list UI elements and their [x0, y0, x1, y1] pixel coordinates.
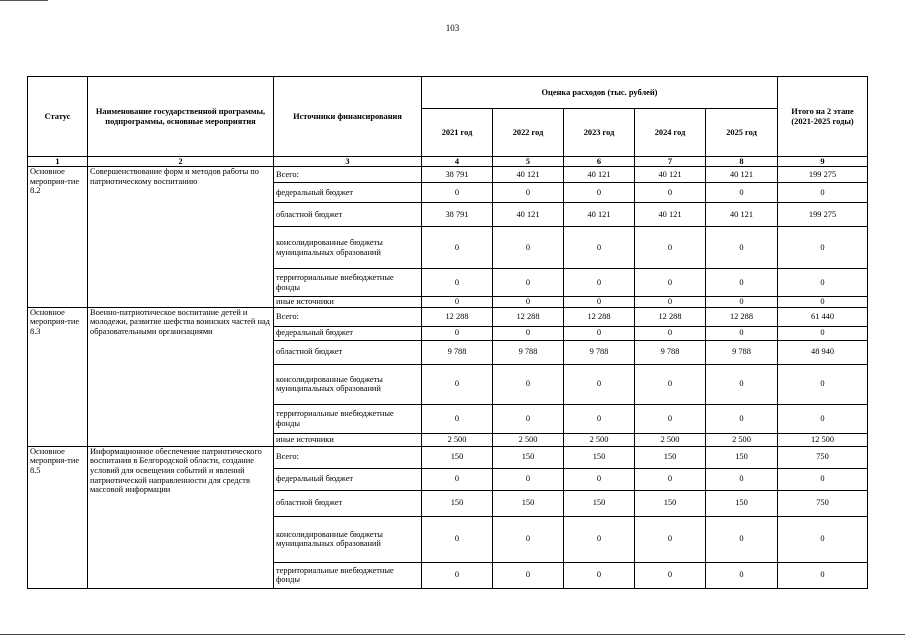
year-value: 12 288	[564, 307, 635, 326]
total-value: 199 275	[778, 167, 868, 183]
measure-name: Военно-патриотическое воспитание детей и молодежи, развитие шефства воинских частей над образовательными организациями	[88, 307, 274, 446]
year-value: 9 788	[493, 340, 564, 364]
year-value: 12 288	[635, 307, 706, 326]
year-value: 40 121	[635, 167, 706, 183]
header-year: 2021 год	[422, 109, 493, 157]
year-value: 0	[635, 468, 706, 490]
table-row	[28, 446, 868, 468]
year-value: 0	[635, 326, 706, 340]
total-value: 0	[778, 468, 868, 490]
column-number: 8	[706, 157, 778, 167]
total-value: 0	[778, 562, 868, 588]
table-body	[28, 167, 868, 589]
year-value: 150	[493, 446, 564, 468]
total-value: 0	[778, 404, 868, 433]
funding-source: консолидированные бюджеты муниципальных образований	[274, 364, 422, 404]
year-value: 0	[635, 404, 706, 433]
measure-status: Основное мероприя-тие 8.3	[28, 307, 88, 446]
year-value: 0	[706, 297, 778, 308]
table-header	[28, 77, 868, 167]
total-value: 199 275	[778, 203, 868, 227]
funding-source: территориальные внебюджетные фонды	[274, 562, 422, 588]
year-value: 150	[706, 490, 778, 516]
year-value: 38 791	[422, 167, 493, 183]
top-edge-line	[0, 0, 48, 1]
year-value: 0	[564, 269, 635, 297]
year-value: 150	[635, 446, 706, 468]
year-value: 2 500	[493, 433, 564, 446]
measure-name: Информационное обеспечение патриотического воспитания в Белгородской области, создание условий для освещения событий и явлений патриотической направленности для средств массовой информации	[88, 446, 274, 588]
year-value: 0	[564, 326, 635, 340]
column-number: 5	[493, 157, 564, 167]
total-value: 0	[778, 269, 868, 297]
year-value: 0	[635, 269, 706, 297]
funding-source: областной бюджет	[274, 340, 422, 364]
year-value: 0	[706, 326, 778, 340]
year-value: 12 288	[706, 307, 778, 326]
year-value: 2 500	[422, 433, 493, 446]
year-value: 40 121	[564, 203, 635, 227]
year-value: 40 121	[706, 167, 778, 183]
year-value: 40 121	[635, 203, 706, 227]
year-value: 0	[422, 183, 493, 203]
page-number: 103	[445, 23, 460, 33]
header-year: 2024 год	[635, 109, 706, 157]
funding-source: областной бюджет	[274, 490, 422, 516]
funding-table	[27, 76, 868, 589]
year-value: 0	[422, 468, 493, 490]
header-estimate: Оценка расходов (тыс. рублей)	[422, 77, 778, 109]
year-value: 9 788	[422, 340, 493, 364]
year-value: 0	[706, 183, 778, 203]
measure-status: Основное мероприя-тие 8.5	[28, 446, 88, 588]
year-value: 0	[493, 227, 564, 269]
year-value: 2 500	[564, 433, 635, 446]
year-value: 0	[493, 562, 564, 588]
year-value: 0	[422, 404, 493, 433]
funding-source: территориальные внебюджетные фонды	[274, 269, 422, 297]
year-value: 0	[635, 562, 706, 588]
column-number: 3	[274, 157, 422, 167]
year-value: 0	[493, 183, 564, 203]
year-value: 0	[564, 562, 635, 588]
year-value: 150	[706, 446, 778, 468]
total-value: 750	[778, 446, 868, 468]
funding-source: иные источники	[274, 297, 422, 308]
header-total: Итого на 2 этапе (2021-2025 годы)	[778, 77, 868, 157]
year-value: 9 788	[706, 340, 778, 364]
header-year: 2025 год	[706, 109, 778, 157]
year-value: 150	[422, 490, 493, 516]
year-value: 0	[564, 364, 635, 404]
year-value: 0	[635, 516, 706, 562]
year-value: 0	[706, 364, 778, 404]
header-name: Наименование государственной программы, подпрограммы, основные мероприятия	[88, 77, 274, 157]
total-value: 48 940	[778, 340, 868, 364]
total-value: 61 440	[778, 307, 868, 326]
total-value: 12 500	[778, 433, 868, 446]
measure-status: Основное мероприя-тие 8.2	[28, 167, 88, 308]
year-value: 0	[706, 468, 778, 490]
header-sources: Источники финансирования	[274, 77, 422, 157]
column-number: 6	[564, 157, 635, 167]
year-value: 0	[493, 468, 564, 490]
year-value: 0	[493, 364, 564, 404]
funding-source: федеральный бюджет	[274, 183, 422, 203]
total-value: 0	[778, 516, 868, 562]
bottom-edge-line	[0, 634, 905, 635]
total-value: 0	[778, 227, 868, 269]
year-value: 0	[493, 516, 564, 562]
funding-source: консолидированные бюджеты муниципальных образований	[274, 516, 422, 562]
header-year: 2023 год	[564, 109, 635, 157]
year-value: 0	[422, 269, 493, 297]
year-value: 0	[564, 297, 635, 308]
year-value: 9 788	[635, 340, 706, 364]
total-value: 750	[778, 490, 868, 516]
year-value: 0	[706, 269, 778, 297]
year-value: 40 121	[493, 203, 564, 227]
year-value: 0	[706, 562, 778, 588]
measure-name: Совершенствование форм и методов работы по патриотическому воспитанию	[88, 167, 274, 308]
total-value: 0	[778, 183, 868, 203]
year-value: 38 791	[422, 203, 493, 227]
year-value: 9 788	[564, 340, 635, 364]
year-value: 0	[493, 269, 564, 297]
year-value: 40 121	[564, 167, 635, 183]
year-value: 0	[422, 562, 493, 588]
year-value: 150	[564, 446, 635, 468]
year-value: 150	[564, 490, 635, 516]
year-value: 0	[706, 227, 778, 269]
year-value: 0	[564, 404, 635, 433]
funding-source: федеральный бюджет	[274, 326, 422, 340]
funding-source: Всего:	[274, 446, 422, 468]
header-status: Статус	[28, 77, 88, 157]
year-value: 0	[422, 297, 493, 308]
funding-source: консолидированные бюджеты муниципальных образований	[274, 227, 422, 269]
column-number: 7	[635, 157, 706, 167]
total-value: 0	[778, 297, 868, 308]
year-value: 12 288	[493, 307, 564, 326]
year-value: 0	[635, 227, 706, 269]
funding-source: иные источники	[274, 433, 422, 446]
column-number: 1	[28, 157, 88, 167]
year-value: 12 288	[422, 307, 493, 326]
year-value: 40 121	[493, 167, 564, 183]
year-value: 2 500	[635, 433, 706, 446]
year-value: 0	[564, 227, 635, 269]
year-value: 0	[422, 516, 493, 562]
year-value: 150	[493, 490, 564, 516]
year-value: 0	[422, 364, 493, 404]
column-number: 4	[422, 157, 493, 167]
year-value: 0	[493, 404, 564, 433]
year-value: 0	[564, 183, 635, 203]
total-value: 0	[778, 326, 868, 340]
total-value: 0	[778, 364, 868, 404]
year-value: 0	[635, 364, 706, 404]
year-value: 0	[493, 326, 564, 340]
funding-source: Всего:	[274, 307, 422, 326]
table-row	[28, 307, 868, 326]
funding-source: федеральный бюджет	[274, 468, 422, 490]
year-value: 0	[706, 516, 778, 562]
year-value: 150	[422, 446, 493, 468]
year-value: 40 121	[706, 203, 778, 227]
year-value: 0	[635, 297, 706, 308]
column-number: 9	[778, 157, 868, 167]
header-year: 2022 год	[493, 109, 564, 157]
funding-source: областной бюджет	[274, 203, 422, 227]
year-value: 0	[422, 227, 493, 269]
year-value: 0	[635, 183, 706, 203]
year-value: 0	[422, 326, 493, 340]
funding-source: территориальные внебюджетные фонды	[274, 404, 422, 433]
year-value: 0	[493, 297, 564, 308]
year-value: 150	[635, 490, 706, 516]
year-value: 0	[564, 468, 635, 490]
funding-source: Всего:	[274, 167, 422, 183]
year-value: 2 500	[706, 433, 778, 446]
year-value: 0	[564, 516, 635, 562]
column-number: 2	[88, 157, 274, 167]
table-row	[28, 167, 868, 183]
year-value: 0	[706, 404, 778, 433]
